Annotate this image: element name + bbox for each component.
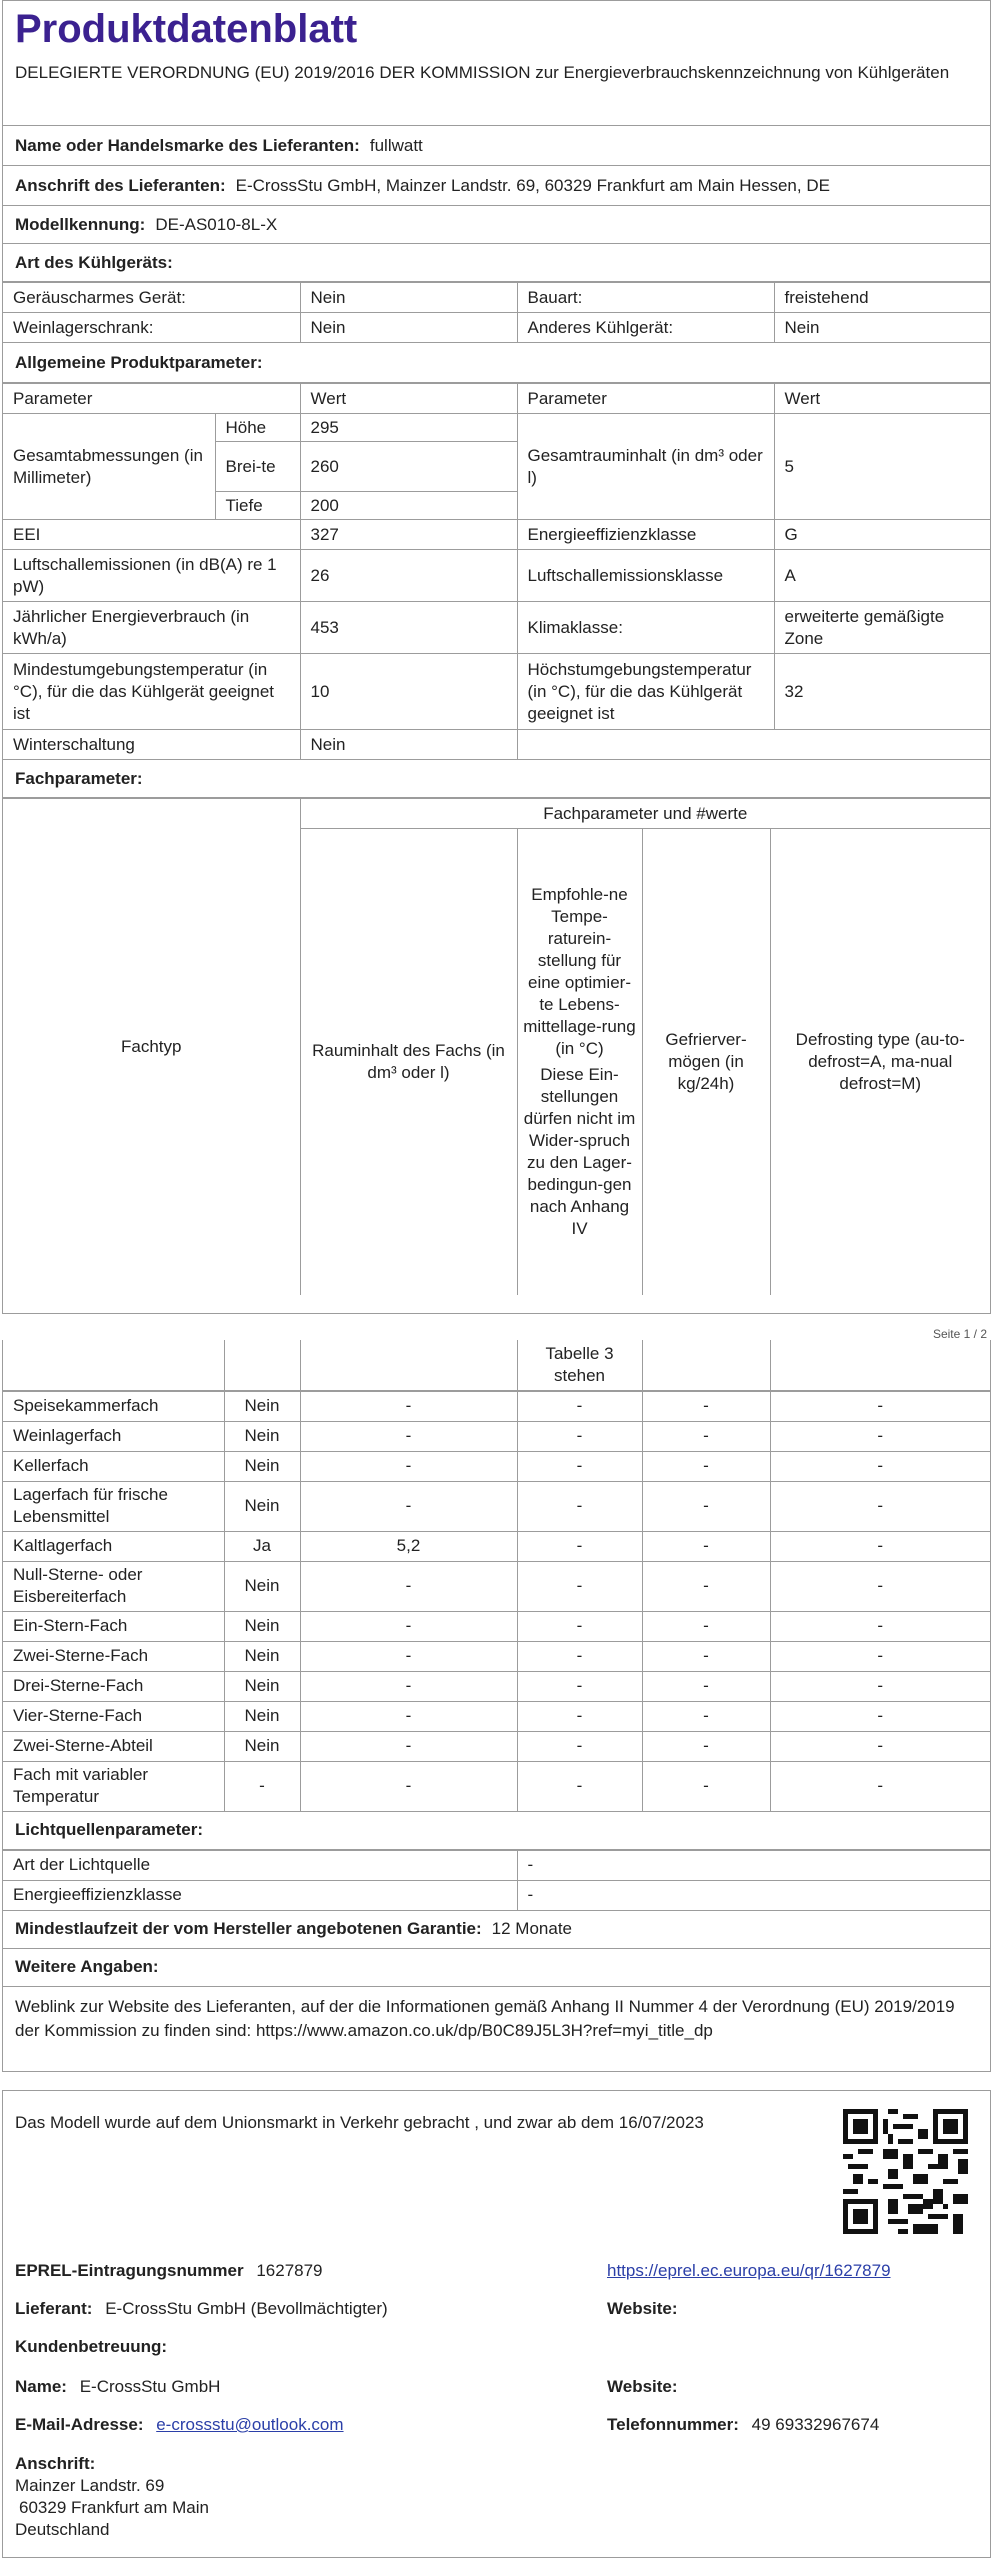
eei-value: 327 [300,520,517,550]
light-type-value: - [517,1850,990,1880]
empty-cell [770,1340,990,1390]
compartment-present: Nein [224,1641,300,1671]
compartment-name: Lagerfach für frische Lebensmittel [3,1481,224,1531]
further-heading: Weitere Angaben: [15,1957,159,1976]
appliance-heading: Art des Kühlgeräts: [15,252,173,272]
annual-value: 453 [300,602,517,654]
compartment-freeze: - [642,1391,770,1421]
low-noise-label: Geräuscharmes Gerät: [3,283,300,313]
further-url[interactable]: https://www.amazon.co.uk/dp/B0C89J5L3H?ref=myi_title_dp [255,2020,713,2040]
table-row [3,550,990,602]
website2-label: Website: [607,2377,678,2396]
compartment-present: Nein [224,1451,300,1481]
compartment-volume: - [300,1611,517,1641]
winter-label: Winterschaltung [3,730,300,760]
compartment-volume: - [300,1761,517,1811]
compartment-temp: - [517,1561,642,1611]
compartments-header-table [3,798,990,1295]
compartment-volume: - [300,1391,517,1421]
compartment-present: Nein [224,1611,300,1641]
regulation-subtitle: DELEGIERTE VERORDNUNG (EU) 2019/2016 DER KOMMISSION zur Energieverbrauchskennzeichnung von Kühlgeräten [15,63,950,82]
compartment-volume: - [300,1481,517,1531]
phone-row [607,2415,879,2435]
compartment-freeze: - [642,1451,770,1481]
table-row [3,283,990,313]
compartment-defrost: - [770,1671,990,1701]
phone-label: Telefonnummer: [607,2415,739,2434]
compartments-table [3,1340,990,1391]
compartment-freeze: - [642,1671,770,1701]
datasheet-page-2 [2,1340,991,2072]
compartment-name: Speisekammerfach [3,1391,224,1421]
noise-class-label: Luftschallemissionsklasse [517,550,774,602]
market-text: Das Modell wurde auf dem Unionsmarkt in Verkehr gebracht , und zwar ab dem 16/07/2023 [15,2113,704,2132]
compartment-defrost: - [770,1451,990,1481]
appliance-heading-row [3,244,990,282]
compartment-temp: - [517,1641,642,1671]
support-label: Kundenbetreuung: [15,2337,168,2356]
eprel-link[interactable]: https://eprel.ec.europa.eu/qr/1627879 [607,2261,891,2280]
other-value: Nein [774,313,990,343]
market-info-box [2,2090,991,2558]
compartment-freeze: - [642,1611,770,1641]
page-number: Seite 1 / 2 [932,1327,987,1341]
table-row [3,799,990,829]
width-label: Brei-te [215,442,300,492]
compartment-defrost: - [770,1761,990,1811]
compartment-defrost: - [770,1421,990,1451]
table-row [3,1641,990,1671]
address-label: Anschrift: [15,2454,96,2473]
page-title: Produktdatenblatt [15,7,358,51]
empty-cell [300,1340,517,1390]
website2-row [607,2377,678,2397]
table-row [3,1481,990,1531]
table-row [3,414,990,442]
table-row [3,520,990,550]
compartment-present: Nein [224,1391,300,1421]
compartment-temp: - [517,1451,642,1481]
design-label: Bauart: [517,283,774,313]
compartment-temp: - [517,1421,642,1451]
empty-cell [642,1340,770,1390]
website-row [607,2299,678,2319]
table-row [3,313,990,343]
compartment-name: Ein-Stern-Fach [3,1611,224,1641]
compartment-present: Ja [224,1531,300,1561]
noise-value: 26 [300,550,517,602]
table-row [3,1701,990,1731]
address-line-3: Deutschland [15,2520,110,2539]
compartment-temp: - [517,1731,642,1761]
other-label: Anderes Kühlgerät: [517,313,774,343]
min-temp-label: Mindestumgebungstemperatur (in °C), für die das Kühlgerät geeignet ist [3,654,300,730]
table-row [3,384,990,414]
eprel-label: EPREL-Eintragungsnummer [15,2261,244,2280]
climate-label: Klimaklasse: [517,602,774,654]
width-value: 260 [300,442,517,492]
light-type-label: Art der Lichtquelle [3,1850,517,1880]
compartment-freeze: - [642,1641,770,1671]
eprel-value: 1627879 [256,2261,323,2280]
supplier-name-label: Name oder Handelsmarke des Lieferanten: [15,135,360,155]
compartment-temp: - [517,1611,642,1641]
table-row [3,1761,990,1811]
compartment-freeze: - [642,1481,770,1531]
compartment-freeze: - [642,1731,770,1761]
noise-class-value: A [774,550,990,602]
table-row [3,1611,990,1641]
compartment-name: Kellerfach [3,1451,224,1481]
table-row [3,1880,990,1910]
depth-value: 200 [300,492,517,520]
max-temp-label: Höchstumgebungstemperatur (in °C), für die das Kühlgerät geeignet ist [517,654,774,730]
wine-label: Weinlagerschrank: [3,313,300,343]
compartments-heading: Fachparameter: [15,768,143,788]
compartment-freeze: - [642,1701,770,1731]
compartment-name: Weinlagerfach [3,1421,224,1451]
compartment-name: Vier-Sterne-Fach [3,1701,224,1731]
compartment-present: - [224,1761,300,1811]
supplier-name-row [3,126,990,166]
compartments-body [3,1391,990,1812]
light-table [3,1850,990,1911]
depth-label: Tiefe [215,492,300,520]
noise-label: Luftschallemissionen (in dB(A) re 1 pW) [3,550,300,602]
compartment-name: Zwei-Sterne-Abteil [3,1731,224,1761]
col-param: Parameter [3,384,300,414]
email-label: E-Mail-Adresse: [15,2415,144,2434]
compartment-defrost: - [770,1481,990,1531]
compartment-volume: - [300,1561,517,1611]
climate-value: erweiterte gemäßigte Zone [774,602,990,654]
email-row [15,2415,344,2435]
col-defrost: Defrosting type (au-to-defrost=A, ma-nual defrost=M) [770,829,990,1295]
table-row [3,1391,990,1421]
compartment-defrost: - [770,1391,990,1421]
col-volume: Rauminhalt des Fachs (in dm³ oder l) [300,829,517,1295]
col-temp-b: Diese Ein-stellungen dürfen nicht im Wider-spruch zu den Lager-bedingun-gen nach Anhang IV [523,1064,636,1238]
compartment-present: Nein [224,1481,300,1531]
table-row [3,1671,990,1701]
warranty-label: Mindestlaufzeit der vom Hersteller angebotenen Garantie: [15,1919,482,1938]
design-value: freistehend [774,283,990,313]
empty-cell [224,1340,300,1390]
compartments-heading-row [3,760,990,798]
compartment-volume: - [300,1701,517,1731]
compartment-present: Nein [224,1421,300,1451]
table-row [3,1561,990,1611]
compartment-volume: - [300,1671,517,1701]
supplier-address-label: Anschrift des Lieferanten: [15,175,226,195]
compartment-name: Fach mit variabler Temperatur [3,1761,224,1811]
annual-label: Jährlicher Energieverbrauch (in kWh/a) [3,602,300,654]
header [3,1,990,126]
model-row [3,206,990,244]
compartment-temp: - [517,1531,642,1561]
compartment-volume: - [300,1731,517,1761]
compartment-defrost: - [770,1611,990,1641]
supplier-name-value: fullwatt [369,135,423,155]
height-value: 295 [300,414,517,442]
col-value: Wert [300,384,517,414]
empty-cell [3,1340,224,1390]
contact-name-value: E-CrossStu GmbH [79,2377,221,2396]
light-heading: Lichtquellenparameter: [15,1820,203,1839]
compartment-name: Null-Sterne- oder Eisbereiterfach [3,1561,224,1611]
compartment-volume: - [300,1421,517,1451]
compartment-name: Drei-Sterne-Fach [3,1671,224,1701]
email-link[interactable]: e-crossstu@outlook.com [156,2415,344,2434]
compartment-temp: - [517,1671,642,1701]
compartment-present: Nein [224,1561,300,1611]
table-row [3,1531,990,1561]
table-row [3,1850,990,1880]
compartment-freeze: - [642,1761,770,1811]
compartment-temp: - [517,1761,642,1811]
supplier-row [15,2299,388,2319]
further-text-block [3,1987,990,2051]
compartment-defrost: - [770,1701,990,1731]
further-text: Weblink zur Website des Lieferanten, auf der die Informationen gemäß Anhang II Nummer 4 der Verordnung (EU) 2019/2019 der Kommission zu finden sind: [15,1996,955,2040]
general-heading-row [3,343,990,383]
compartment-temp: - [517,1701,642,1731]
eei-label: EEI [3,520,300,550]
table-row [3,654,990,730]
general-table [3,383,990,760]
further-heading-row [3,1949,990,1987]
table-row [3,602,990,654]
appliance-table [3,282,990,343]
compartment-present: Nein [224,1731,300,1761]
compartment-freeze: - [642,1531,770,1561]
model-label: Modellkennung: [15,214,146,234]
compartment-defrost: - [770,1641,990,1671]
phone-value: 49 69332967674 [751,2415,880,2434]
compartment-volume: - [300,1641,517,1671]
col-temp-a: Empfohle-ne Tempe-raturein-stellung für eine optimier-te Lebens-mittellage-rung (in °C) [523,884,636,1058]
warranty-value: 12 Monate [491,1919,573,1938]
table-row [3,1451,990,1481]
col-temp [517,829,642,1295]
energy-class-label: Energieeffizienzklasse [517,520,774,550]
eprel-row [15,2261,323,2281]
contact-name-label: Name: [15,2377,67,2396]
empty-cell [517,730,990,760]
market-supplier-value: E-CrossStu GmbH (Bevollmächtigter) [105,2299,388,2318]
table-row [3,730,990,760]
compartment-volume: 5,2 [300,1531,517,1561]
compartment-defrost: - [770,1561,990,1611]
table-row [3,1340,990,1390]
compartment-temp: - [517,1481,642,1531]
volume-label: Gesamtrauminhalt (in dm³ oder l) [517,414,774,520]
supplier-address-row [3,166,990,206]
compartment-defrost: - [770,1731,990,1761]
col-value-2: Wert [774,384,990,414]
compartment-defrost: - [770,1531,990,1561]
col-type: Fachtyp [3,799,300,1295]
winter-value: Nein [300,730,517,760]
compartment-name: Kaltlagerfach [3,1531,224,1561]
max-temp-value: 32 [774,654,990,730]
warranty-row [3,1911,990,1949]
website-label: Website: [607,2299,678,2318]
support-row [15,2337,167,2357]
compartment-present: Nein [224,1671,300,1701]
general-heading: Allgemeine Produktparameter: [15,352,263,372]
compartment-freeze: - [642,1561,770,1611]
contact-name-row [15,2377,220,2397]
wine-value: Nein [300,313,517,343]
low-noise-value: Nein [300,283,517,313]
supplier-address-value: E-CrossStu GmbH, Mainzer Landstr. 69, 60329 Frankfurt am Main Hessen, DE [235,175,830,195]
col-temp-c: Tabelle 3 stehen [517,1340,642,1390]
col-freeze: Gefrierver-mögen (in kg/24h) [642,829,770,1295]
compartment-temp: - [517,1391,642,1421]
dims-label: Gesamtabmessungen (in Millimeter) [3,414,215,520]
volume-value: 5 [774,414,990,520]
address-line-2: 60329 Frankfurt am Main [19,2498,209,2517]
compartment-name: Zwei-Sterne-Fach [3,1641,224,1671]
col-param-2: Parameter [517,384,774,414]
group-header: Fachparameter und #werte [300,799,990,829]
energy-class-value: G [774,520,990,550]
compartment-volume: - [300,1451,517,1481]
address-line-1: Mainzer Landstr. 69 [15,2476,165,2495]
table-row [3,1421,990,1451]
light-heading-row [3,1812,990,1850]
compartment-present: Nein [224,1701,300,1731]
compartment-freeze: - [642,1421,770,1451]
address-block [15,2453,209,2541]
min-temp-value: 10 [300,654,517,730]
market-supplier-label: Lieferant: [15,2299,93,2318]
qr-code-icon[interactable] [843,2109,968,2234]
datasheet-page-1 [2,0,991,1314]
table-row [3,1731,990,1761]
model-value: DE-AS010-8L-X [155,214,278,234]
light-class-value: - [517,1880,990,1910]
height-label: Höhe [215,414,300,442]
light-class-label: Energieeffizienzklasse [3,1880,517,1910]
